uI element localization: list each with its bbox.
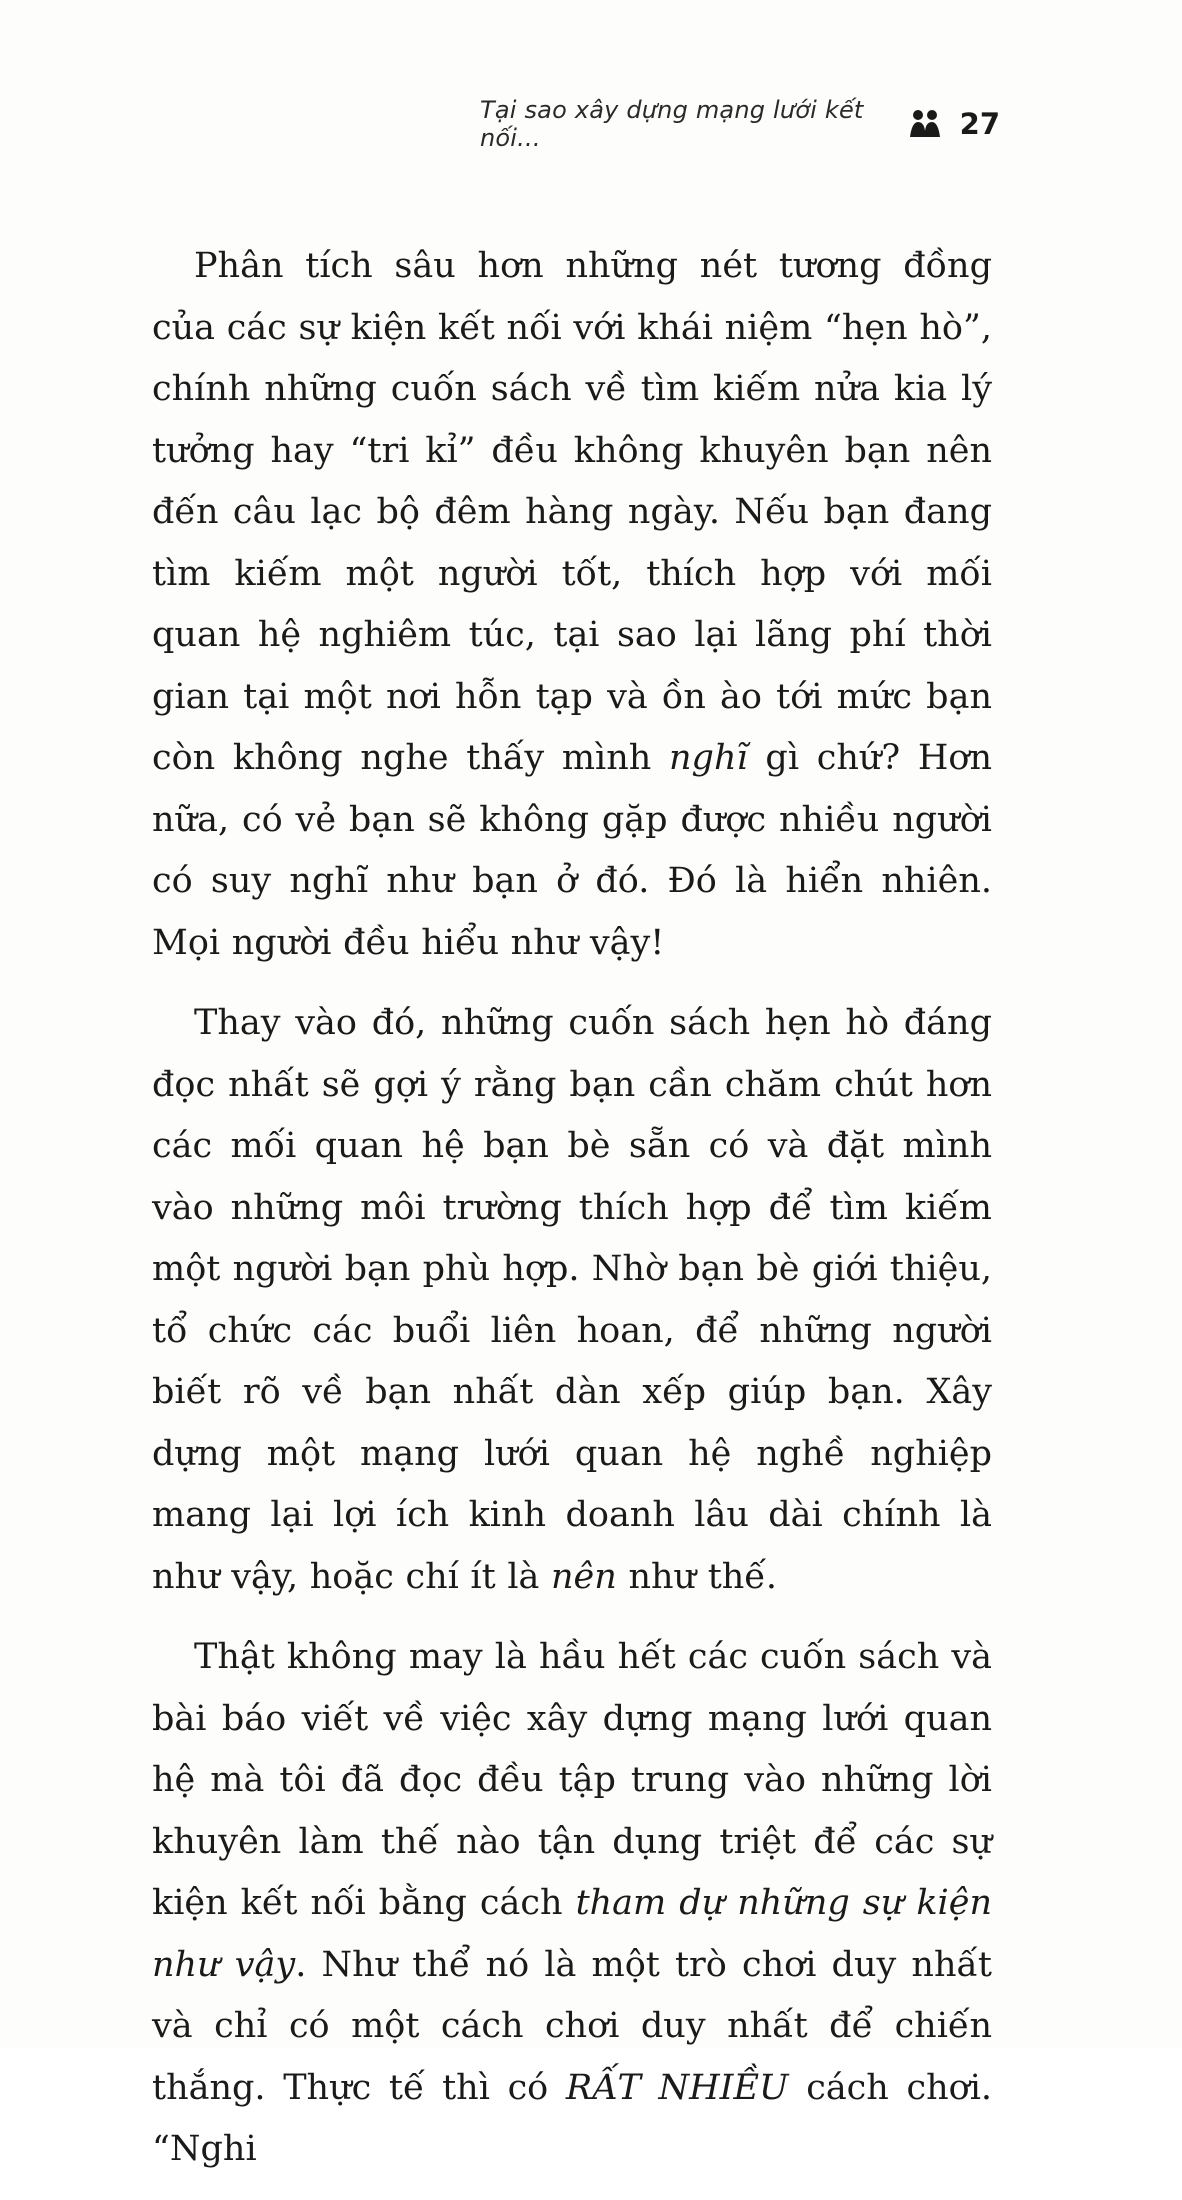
paragraph-2 [152,993,992,1608]
body-text [152,236,992,2200]
people-icon [908,109,942,139]
paragraph-text: cách chơi. “Nghi [152,2067,993,2169]
running-title: Tại sao xây dựng mạng lưới kết nối... [480,96,864,152]
paragraph-text: Thay vào đó, những cuốn sách hẹn hò đáng đọc nhất sẽ gợi ý rằng bạn cần chăm chút hơn các mối quan hệ bạn bè sẵn có và đặt mình vào những môi trường thích hợp để tìm kiếm một người bạn phù hợp. Nhờ bạn bè giới thiệu, tổ chức các buổi liên hoan, để những người biết rõ về bạn nhất dàn xếp giúp bạn. Xây dựng một mạng lưới quan hệ nghề nghiệp mang lại lợi ích kinh doanh lâu dài chính là như vậy, hoặc chí ít là [152,1003,992,1597]
emphasis-text: RẤT NHIỀU [565,2067,789,2108]
paragraph-text: Thật không may là hầu hết các cuốn sách và bài báo viết về việc xây dựng mạng lưới quan hệ mà tôi đã đọc đều tập trung vào những lời khuyên làm thế nào tận dụng triệt để các sự kiện kết nối bằng cách [152,1637,992,1923]
page-number: 27 [959,107,1000,141]
running-header [480,96,1000,152]
paragraph-text: như thế. [616,1556,777,1597]
emphasis-text: nên [551,1556,617,1597]
paragraph-text: gì chứ? Hơn nữa, có vẻ bạn sẽ không gặp được nhiều người có suy nghĩ như bạn ở đó. Đó là hiển nhiên. Mọi người đều hiểu như vậy! [152,738,993,963]
paragraph-text: . Như thể nó là một trò chơi duy nhất và chỉ có một cách chơi duy nhất để chiến thắng. Thực tế thì có [152,1944,992,2108]
emphasis-text: nghĩ [669,738,748,778]
paragraph-1 [152,236,992,974]
emphasis-text: tham dự những sự kiện như vậy [152,1883,992,1985]
paragraph-3 [152,1627,992,2181]
paragraph-text: Phân tích sâu hơn những nét tương đồng của các sự kiện kết nối với khái niệm “hẹn hò”, chính những cuốn sách về tìm kiếm nửa kia lý tưởng hay “tri kỉ” đều không khuyên bạn nên đến câu lạc bộ đêm hàng ngày. Nếu bạn đang tìm kiếm một người tốt, thích hợp với mối quan hệ nghiêm túc, tại sao lại lãng phí thời gian tại một nơi hỗn tạp và ồn ào tới mức bạn còn không nghe thấy mình [152,246,992,778]
